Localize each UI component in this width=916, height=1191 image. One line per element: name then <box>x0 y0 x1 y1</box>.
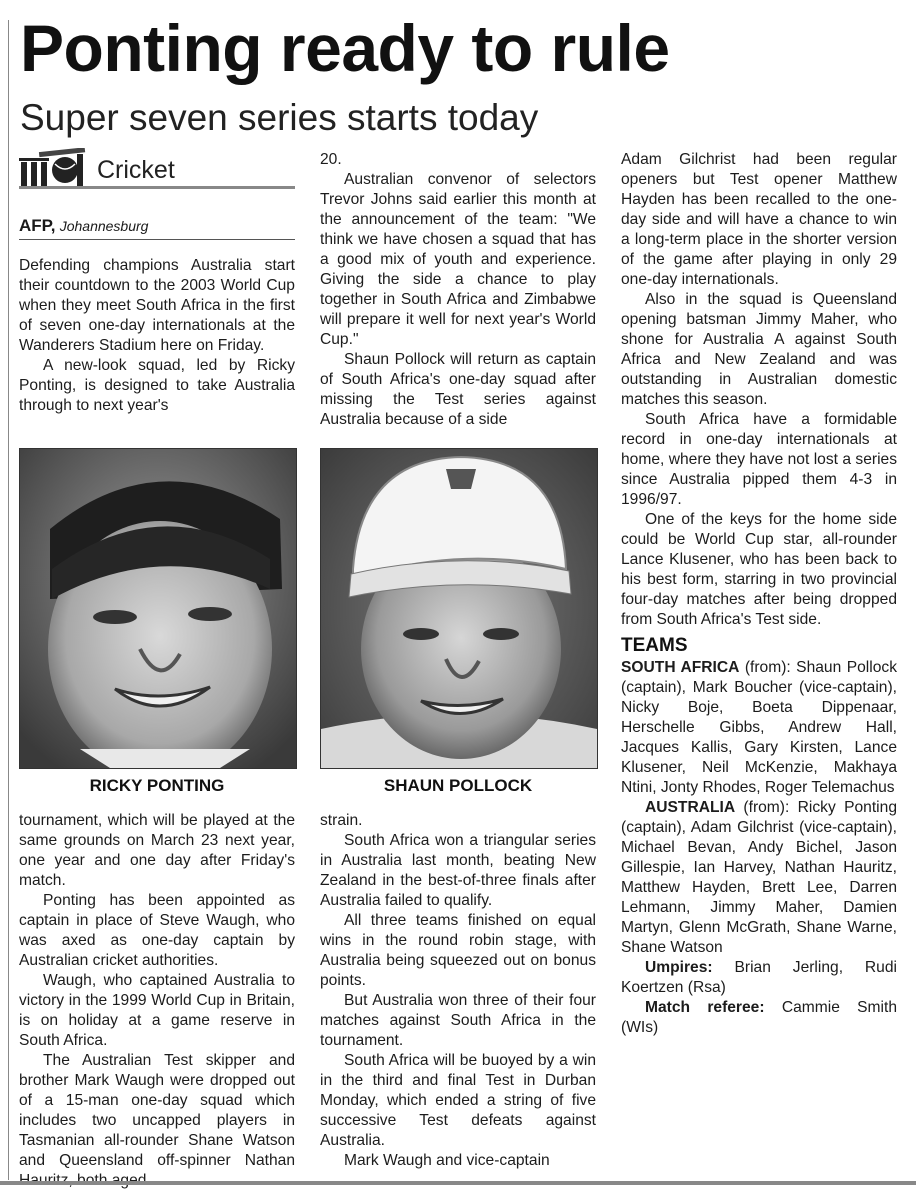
paragraph: All three teams finished on equal wins in the round robin stage, with Australia being squeezed out on bonus points. <box>320 912 596 989</box>
paragraph: A new-look squad, led by Ricky Ponting, is designed to take Australia through to next year's <box>19 357 295 414</box>
portrait-image <box>20 449 296 768</box>
left-column-rule <box>8 20 9 1180</box>
paragraph: strain. <box>320 812 363 829</box>
teams-heading: TEAMS <box>621 635 688 656</box>
ricky-ponting-photo <box>19 448 297 769</box>
column-2-bottom <box>320 811 596 1171</box>
cricket-stumps-icon <box>19 148 91 186</box>
team-list: (from): Ricky Ponting (captain), Adam Gilchrist (vice-captain), Michael Bevan, Andy Bichel, Jason Gillespie, Ian Harvey, Nathan Hauritz, Matthew Hayden, Brett Lee, Darren Lehmann, Jimmy Maher, Damien Martyn, Glenn McGrath, Shane Warne, Shane Watson <box>621 799 897 956</box>
subheadline: Super seven series starts today <box>20 97 539 138</box>
paragraph: Adam Gilchrist had been regular openers but Test opener Matthew Hayden has been recalled to the one-day side and will have a chance to win a long-term place in the shorter version of the game after playing in only 29 one-day internationals. <box>621 151 897 288</box>
team-list: (from): Shaun Pollock (captain), Mark Boucher (vice-captain), Nicky Boje, Boeta Dippenaar, Herschelle Gibbs, Andrew Hall, Jacques Kallis, Gary Kirsten, Lance Klusener, Neil McKenzie, Makhaya Ntini, Jonty Rhodes, Roger Telemachus <box>621 659 897 796</box>
bottom-rule <box>0 1181 916 1185</box>
shaun-pollock-photo <box>320 448 598 769</box>
byline-rule <box>19 239 295 240</box>
paragraph: South Africa won a triangular series in Australia last month, beating New Zealand in the best-of-three finals after Australia failed to qualify. <box>320 832 596 909</box>
column-2-top <box>320 150 596 430</box>
column-3 <box>621 150 897 1038</box>
teams-south-africa <box>621 658 897 798</box>
byline-agency: AFP, <box>19 216 56 235</box>
paragraph: The Australian Test skipper and brother Mark Waugh were dropped out of a 15-man one-day squad which includes two uncapped players in Tasmanian all-rounder Shane Watson and Queensland off-spinner Nathan <box>19 1052 295 1169</box>
photo-caption-left: RICKY PONTING <box>89 776 225 795</box>
umpires-list: Brian Jerling, Rudi Koertzen (Rsa) <box>621 959 897 996</box>
paragraph: Ponting has been appointed as captain in place of Steve Waugh, who was axed as one-day captain by Australian cricket authorities. <box>19 892 295 969</box>
paragraph: tournament, which will be played at the same grounds on March 23 next year, one year and one day after Friday's match. <box>19 812 295 889</box>
cricket-section-logo <box>19 148 295 192</box>
paragraph: South Africa will be buoyed by a win in the third and final Test in Durban Monday, which ended a string of five successive Test defeats against Australia. <box>320 1052 596 1149</box>
headline: Ponting ready to rule <box>20 11 670 85</box>
byline <box>19 216 295 236</box>
paragraph: Defending champions Australia start their countdown to the 2003 World Cup when they meet South Africa in the first of seven one-day internationals at the Wanderers Stadium here on Friday. <box>19 257 295 354</box>
referee-name: Cammie Smith (WIs) <box>621 999 897 1036</box>
column-1-bottom <box>19 811 295 1191</box>
paragraph: Also in the squad is Queensland opening batsman Jimmy Maher, who shone for Australia A against South Africa and New Zealand and was outstanding in Australian domestic matches this season. <box>621 291 897 408</box>
umpires-label: Umpires: <box>645 959 713 976</box>
paragraph: One of the keys for the home side could be World Cup star, all-rounder Lance Klusener, who has been back to his best form, starring in two provincial four-day matches after being dropped from South Africa's Test side. <box>621 511 897 628</box>
portrait-image <box>321 449 597 768</box>
paragraph: But Australia won three of their four matches against South Africa in the tournament. <box>320 992 596 1049</box>
paragraph: Mark Waugh and vice-captain <box>344 1152 550 1169</box>
paragraph: South Africa have a formidable record in one-day internationals at home, where they have not lost a series since Australia pipped them 4-3 in 1996/97. <box>621 411 897 508</box>
section-label: Cricket <box>97 156 175 184</box>
byline-location: Johannesburg <box>59 218 149 234</box>
paragraph: 20. <box>320 151 342 168</box>
team-label: SOUTH AFRICA <box>621 659 740 676</box>
paragraph: Shaun Pollock will return as captain of South Africa's one-day squad after missing the Test series against Australia because of a side <box>320 351 596 428</box>
column-1-top <box>19 256 295 416</box>
umpires <box>621 958 897 998</box>
teams-australia <box>621 798 897 958</box>
paragraph: Waugh, who captained Australia to victory in the 1999 World Cup in Britain, is on holiday at a game reserve in South Africa. <box>19 972 295 1049</box>
photo-caption-right: SHAUN POLLOCK <box>383 776 533 795</box>
section-rule <box>19 186 295 189</box>
referee-label: Match referee: <box>645 999 765 1016</box>
match-referee <box>621 998 897 1038</box>
team-label: AUSTRALIA <box>645 799 736 816</box>
paragraph: Australian convenor of selectors Trevor Johns said earlier this month at the announcement of the team: "We think we have chosen a squad that has a good mix of youth and experience. Giving the side a chance to play together in South Africa and Zimbabwe will prepare it well for next year's World Cup." <box>320 171 596 348</box>
